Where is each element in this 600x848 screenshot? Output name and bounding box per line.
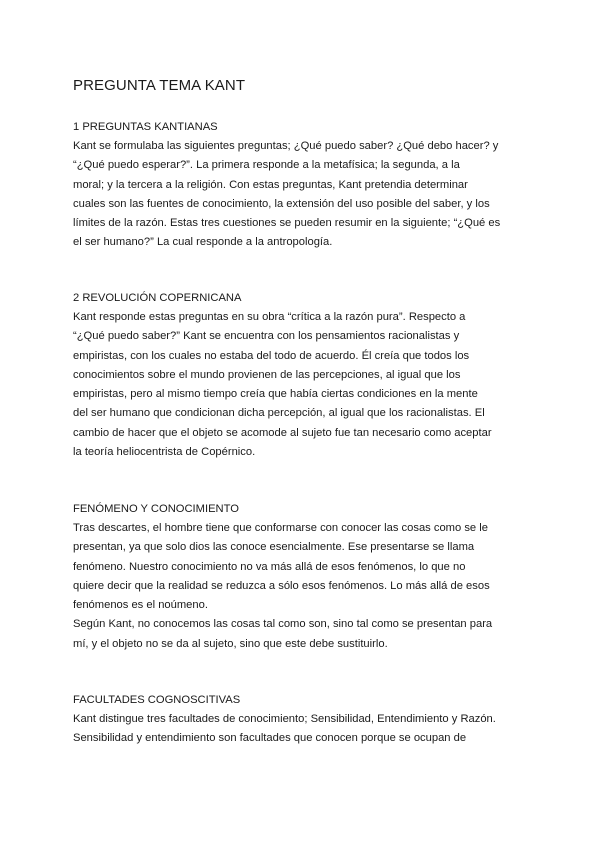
- section-heading: FACULTADES COGNOSCITIVAS: [73, 694, 241, 706]
- section-facultades-cognoscitivas: [73, 690, 543, 749]
- paragraph-line: quiere decir que la realidad se reduzca a sólo esos fenómenos. Lo más allá de esos: [73, 579, 490, 592]
- paragraph-line: Kant distingue tres facultades de conocimiento; Sensibilidad, Entendimiento y Razón.: [73, 713, 496, 725]
- section-heading: 1 PREGUNTAS KANTIANAS: [73, 121, 218, 133]
- section-fenomeno-y-conocimiento: [73, 499, 543, 654]
- paragraph-line: la teoría heliocentrista de Copérnico.: [73, 446, 256, 459]
- section-preguntas-kantianas: [73, 117, 543, 253]
- paragraph-line: límites de la razón. Estas tres cuestiones se pueden resumir en la siguiente; “¿Qué es: [73, 217, 501, 230]
- section-heading: 2 REVOLUCIÓN COPERNICANA: [73, 292, 242, 304]
- paragraph-line: empiristas, con los cuales no estaba del todo de acuerdo. Él creía que todos los: [73, 349, 470, 362]
- paragraph-line: cuales son las fuentes de conocimiento, la extensión del uso posible del saber, y los: [73, 197, 490, 210]
- paragraph-line: moral; y la tercera a la religión. Con estas preguntas, Kant pretendia determinar: [73, 178, 468, 191]
- section-revolucion-copernicana: [73, 288, 543, 462]
- paragraph-line: Kant se formulaba las siguientes preguntas; ¿Qué puedo saber? ¿Qué debo hacer? y: [73, 140, 499, 152]
- paragraph-line: Kant responde estas preguntas en su obra “crítica a la razón pura”. Respecto a: [73, 311, 466, 323]
- paragraph-line: Sensibilidad y entendimiento son facultades que conocen porque se ocupan de: [73, 732, 467, 745]
- paragraph-line: fenómenos es el noúmeno.: [73, 599, 208, 612]
- paragraph-line: “¿Qué puedo esperar?”. La primera responde a la metafísica; la segunda, a la: [73, 159, 460, 172]
- paragraph-line: presentan, ya que solo dios las conoce esencialmente. Ese presentarse se llama: [73, 541, 475, 554]
- paragraph-line: el ser humano?” La cual responde a la antropología.: [73, 236, 333, 249]
- document-title: PREGUNTA TEMA KANT: [73, 77, 246, 94]
- paragraph-line: empiristas, pero al mismo tiempo creía que había ciertas condiciones en la mente: [73, 388, 478, 401]
- paragraph-line: conocimientos sobre el mundo provienen de las percepciones, al igual que los: [73, 368, 461, 381]
- paragraph-line: Tras descartes, el hombre tiene que conformarse con conocer las cosas como se le: [73, 522, 488, 534]
- paragraph-line: “¿Qué puedo saber?” Kant se encuentra con los pensamientos racionalistas y: [73, 330, 460, 343]
- paragraph-line: fenómeno. Nuestro conocimiento no va más allá de esos fenómenos, lo que no: [73, 560, 466, 573]
- paragraph-line: Según Kant, no conocemos las cosas tal como son, sino tal como se presentan para: [73, 618, 493, 631]
- paragraph-line: del ser humano que condicionan dicha percepción, al igual que los racionalistas. El: [73, 407, 485, 420]
- section-heading: FENÓMENO Y CONOCIMIENTO: [73, 503, 239, 515]
- paragraph-line: mí, y el objeto no se da al sujeto, sino que este debe sustituirlo.: [73, 637, 388, 650]
- paragraph-line: cambio de hacer que el objeto se acomode al sujeto fue tan necesario como aceptar: [73, 426, 492, 439]
